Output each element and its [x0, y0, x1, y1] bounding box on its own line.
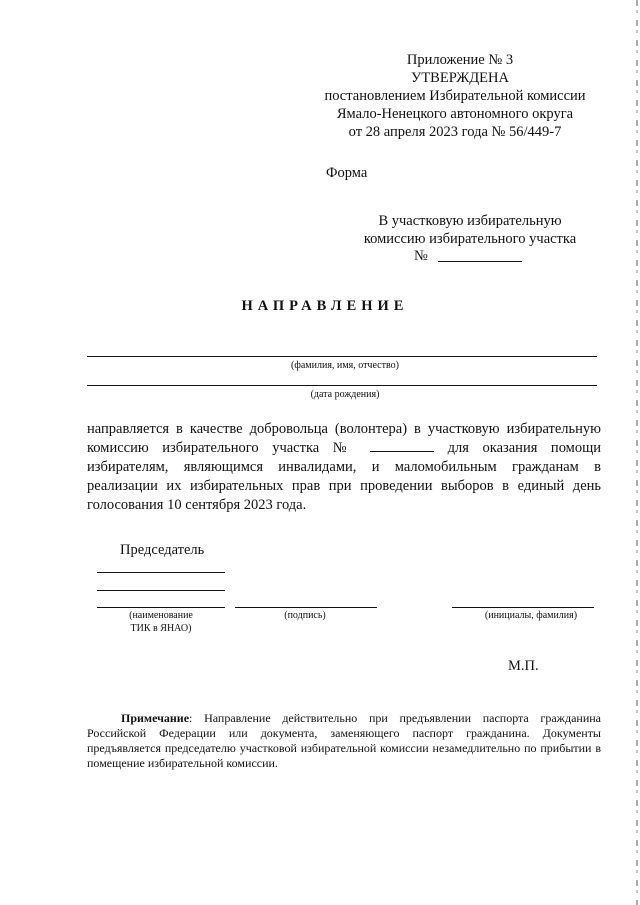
chairman-line-1	[97, 572, 225, 573]
scan-edge	[636, 0, 638, 905]
stamp-place: М.П.	[508, 658, 539, 674]
addressee-line-1: В участковую избирательную	[378, 213, 562, 229]
addressee-line-2: комиссию избирательного участка	[363, 231, 577, 247]
body-text-part-2: для оказания помощи избирателям, являющимся инвалидами, и маломобильным гражданам в реализации их избирательных прав при проведении выборов в единый день голосования 10 сентября 2023 года.	[87, 440, 602, 513]
fio-line	[87, 356, 597, 357]
caption-tik-name-1: (наименование	[129, 610, 193, 621]
signature-line	[235, 607, 377, 608]
addressee-number-sign: №	[414, 248, 428, 264]
form-label: Форма	[326, 165, 368, 181]
chairman-label: Председатель	[120, 542, 205, 558]
chairman-line-3	[97, 607, 225, 608]
initials-line	[452, 607, 594, 608]
chairman-line-2	[97, 590, 225, 591]
note-label: Примечание	[121, 711, 190, 725]
body-text-part-1: направляется в качестве добровольца (волонтера) в участковую избирательную комиссию избирательного участка №	[87, 421, 601, 456]
body-paragraph	[87, 420, 601, 515]
approval-line-2: Ямало-Ненецкого автономного округа	[336, 106, 574, 122]
caption-initials: (инициалы, фамилия)	[484, 610, 578, 621]
document-title: НАПРАВЛЕНИЕ	[241, 298, 409, 314]
precinct-number-blank	[438, 261, 522, 262]
dob-line	[87, 385, 597, 386]
caption-signature: (подпись)	[284, 610, 326, 621]
dob-caption: (дата рождения)	[310, 389, 380, 400]
approval-line-3: от 28 апреля 2023 года № 56/449-7	[348, 124, 562, 140]
approval-line-1: постановлением Избирательной комиссии	[324, 88, 586, 104]
caption-tik-name-2: ТИК в ЯНАО)	[130, 623, 192, 634]
approved-label: УТВЕРЖДЕНА	[411, 70, 509, 86]
body-number-blank	[370, 439, 434, 452]
note-text: : Направление действительно при предъявлении паспорта гражданина Российской Федерации или документа, заменяющего паспорт гражданина. Документы предъявляется председателю участковой избирательной комиссии незамедлительно по прибытии в помещение избирательной комиссии.	[87, 711, 601, 770]
note-paragraph	[87, 711, 601, 771]
fio-caption: (фамилия, имя, отчество)	[291, 360, 399, 371]
appendix-number: Приложение № 3	[406, 52, 514, 68]
